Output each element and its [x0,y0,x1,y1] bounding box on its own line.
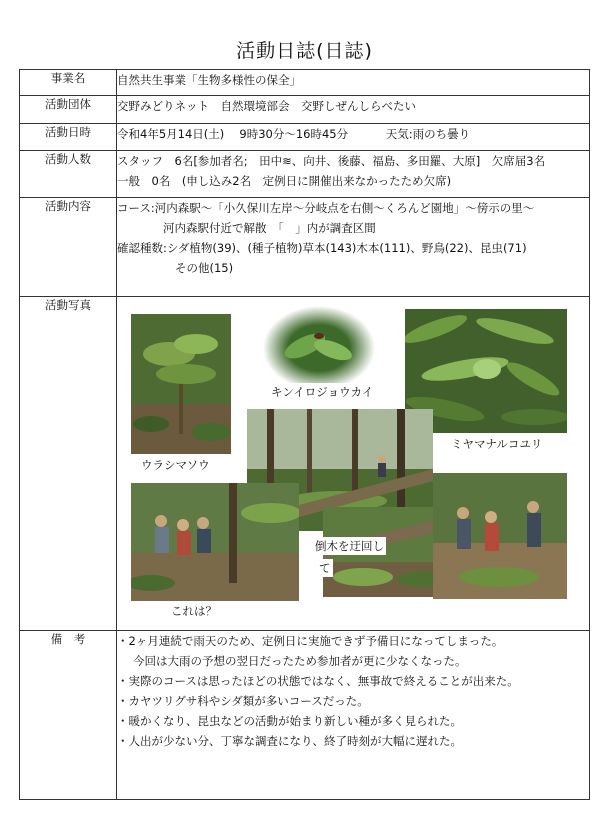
content-dissolve: 河内森駅付近で解散 「 」内が調査区間 [163,221,376,235]
row-org [20,96,590,124]
caption-kinmiro: キンイロジョウカイ [271,385,374,399]
label-date: 活動日時 [20,124,117,151]
page-title: 活動日誌(日誌) [236,40,373,62]
content-other: その他(15) [175,261,234,275]
photo-collage [117,297,589,630]
note-line-6: ・人出が少ない分、丁寧な調査になり、終了時刻が大幅に遅れた。 [117,734,462,748]
value-date-cell [117,124,590,151]
note-line-1: ・2ヶ月連続で雨天のため、定例日に実施できず予備日になってしまった。 [117,634,504,648]
photo-ekkorasho [433,473,567,599]
note-line-5: ・暖かくなり、昆虫などの活動が始まり新しい種が多く見られた。 [117,714,462,728]
note-line-4: ・カヤツリグサ科やシダ類が多いコースだった。 [117,694,369,708]
content-course: コース:河内森駅～「小久保川左岸～分岐点を右側～くろんど園地」～傍示の里～ [117,201,535,215]
caption-miyama: ミヤマナルコユリ [451,437,543,451]
row-date [20,124,590,151]
photo-kinmiro [263,306,375,390]
photo-urashimasou [131,314,231,454]
caption-urashimasou: ウラシマソウ [141,458,210,472]
value-weather: 天気:雨のち曇り [385,127,471,141]
value-org: 交野みどりネット 自然環境部会 交野しぜんしらべたい [117,96,590,124]
photo-koreha [131,483,299,601]
value-content-cell [117,198,590,297]
value-date: 令和4年5月14日(土) 9時30分～16時45分 [117,127,349,141]
row-content [20,198,590,297]
label-org: 活動団体 [20,96,117,124]
caption-fallen-log-1: 倒木を迂回し [315,539,384,553]
row-notes [20,631,590,800]
note-line-2: 今回は大雨の予想の翌日だったため参加者が更に少なくなった。 [133,654,467,668]
row-photos [20,297,590,631]
label-project: 事業名 [20,70,117,96]
label-notes: 備 考 [20,631,117,800]
value-project: 自然共生事業「生物多様性の保全」 [117,70,590,96]
caption-fallen-log-2: て [319,561,331,575]
label-photos: 活動写真 [20,297,117,631]
activity-log-table [19,69,590,800]
value-people-cell [117,151,590,198]
label-content: 活動内容 [20,198,117,297]
photos-cell [117,297,590,631]
row-people [20,151,590,198]
people-line-staff: スタッフ 6名[参加者名; 田中≋、向井、後藤、福島、多田羅、大原] 欠席届3名 [117,154,546,168]
people-line-public: 一般 0名 (申し込み2名 定例日に開催出来なかったため欠席) [117,174,452,188]
label-people: 活動人数 [20,151,117,198]
row-project [20,70,590,96]
note-line-3: ・実際のコースは思ったほどの状態ではなく、無事故で終えることが出来た。 [117,674,519,688]
notes-cell [117,631,590,800]
content-species: 確認種数:シダ植物(39)、(種子植物)草本(143)木本(111)、野鳥(22)、昆虫(71) [117,241,527,255]
caption-koreha: これは？ [171,604,217,618]
